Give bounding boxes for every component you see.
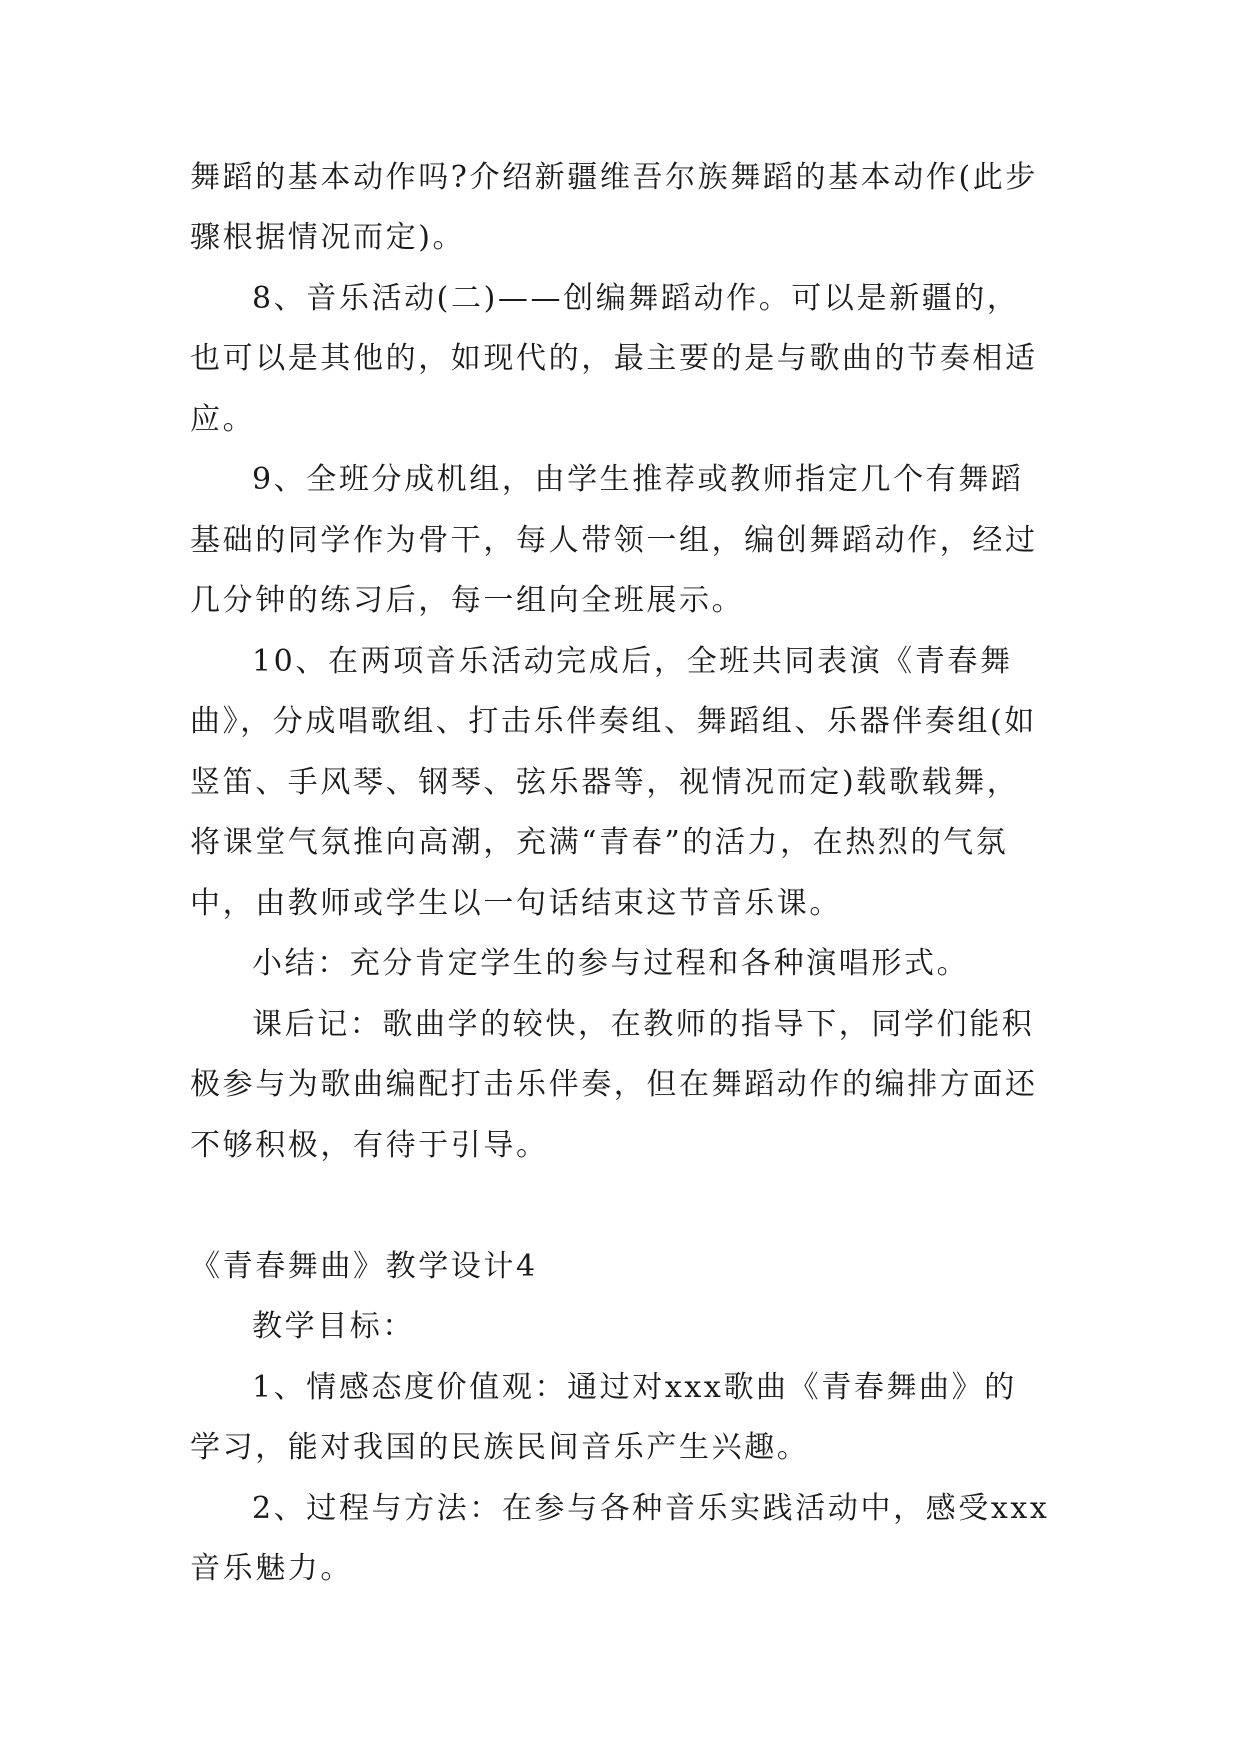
text-line: 舞蹈的基本动作吗?介绍新疆维吾尔族舞蹈的基本动作(此步 xyxy=(190,160,1038,195)
text-line: 不够积极，有待于引导。 xyxy=(190,1128,549,1163)
text-line: 中，由教师或学生以一句话结束这节音乐课。 xyxy=(190,886,842,921)
text-line: 曲》，分成唱歌组、打击乐伴奏组、舞蹈组、乐器伴奏组(如 xyxy=(190,704,1037,739)
text-line: 将课堂气氛推向高潮，充满“青春”的活力，在热烈的气氛 xyxy=(190,825,1009,860)
text-line: 8、音乐活动(二)——创编舞蹈动作。可以是新疆的， xyxy=(252,281,1020,316)
text-line: 9、全班分成机组，由学生推荐或教师指定几个有舞蹈 xyxy=(252,462,1024,497)
text-line: 骤根据情况而定)。 xyxy=(190,220,466,255)
section-heading: 《青春舞曲》教学设计4 xyxy=(190,1249,538,1284)
text-line: 音乐魅力。 xyxy=(190,1551,353,1586)
text-line: 极参与为歌曲编配打击乐伴奏，但在舞蹈动作的编排方面还 xyxy=(190,1067,1038,1102)
text-line: 小结：充分肯定学生的参与过程和各种演唱形式。 xyxy=(252,946,970,981)
text-line: 几分钟的练习后，每一组向全班展示。 xyxy=(190,583,745,618)
text-line: 竖笛、手风琴、钢琴、弦乐器等，视情况而定)载歌载舞， xyxy=(190,765,1020,800)
text-line: 10、在两项音乐活动完成后，全班共同表演《青春舞 xyxy=(252,644,1013,679)
text-line: 应。 xyxy=(190,402,256,437)
text-line: 1、情感态度价值观：通过对xxx歌曲《青春舞曲》的 xyxy=(252,1370,1017,1405)
text-line: 2、过程与方法：在参与各种音乐实践活动中，感受xxx xyxy=(252,1491,1050,1526)
text-line: 课后记：歌曲学的较快，在教师的指导下，同学们能积 xyxy=(252,1007,1035,1042)
text-line: 学习，能对我国的民族民间音乐产生兴趣。 xyxy=(190,1430,810,1465)
text-line: 基础的同学作为骨干，每人带领一组，编创舞蹈动作，经过 xyxy=(190,523,1038,558)
text-line: 教学目标： xyxy=(252,1309,415,1344)
text-line: 也可以是其他的，如现代的，最主要的是与歌曲的节奏相适 xyxy=(190,341,1038,376)
